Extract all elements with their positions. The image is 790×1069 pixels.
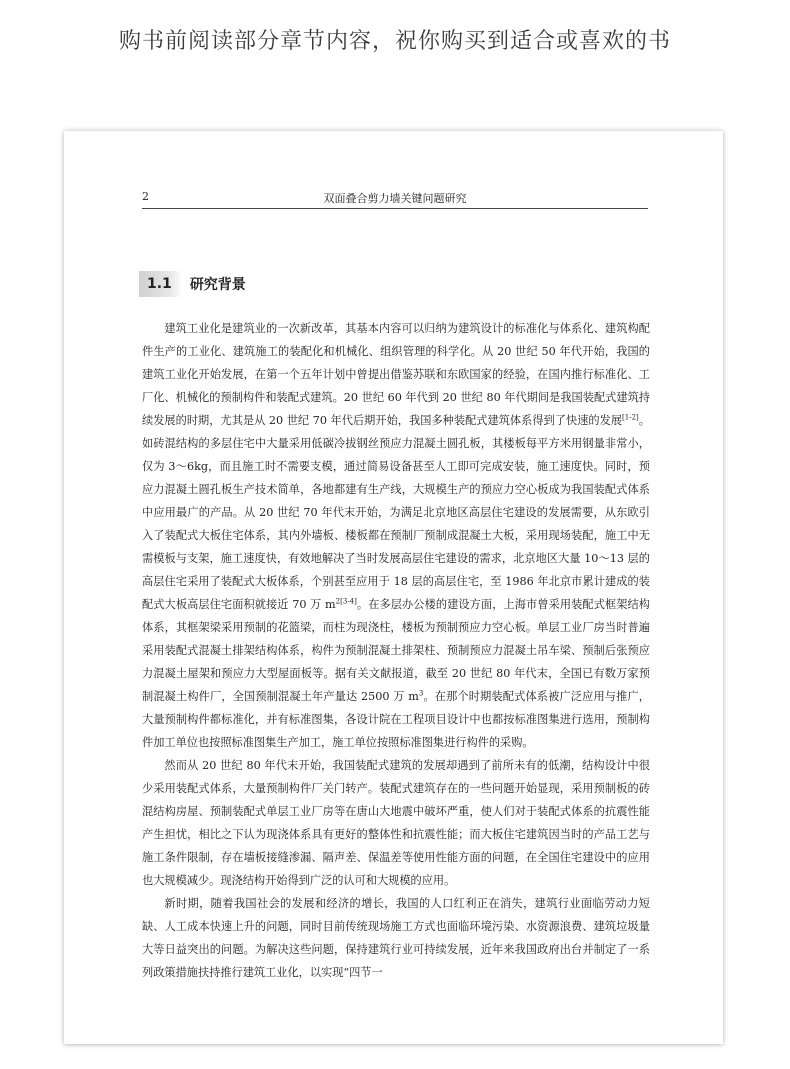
paragraph-1-text-c: 。在多层办公楼的建设方面，上海市曾采用装配式框架结构体系，其框架梁采用预制的花篮梁，而柱为现浇柱，楼板为预制预应力空心板。单层工业厂房当时普遍采用装配式混凝土排架结构体系，构件为预制混凝土排架柱、预制预应力混凝土吊车梁、预制后张预应力混凝土屋架和预应力大型屋面板等。据有关文献报道，截至 20 世纪 80 年代末，全国已有数万家预制混凝土构件厂，全国预制混凝土年产量达 2500 万 m — [142, 598, 650, 703]
paragraph-1 — [142, 317, 650, 754]
section-title: 研究背景 — [189, 277, 246, 293]
unit-exponent-3: 3 — [418, 689, 424, 698]
paragraph-2: 然而从 20 世纪 80 年代末开始，我国装配式建筑的发展却遇到了前所未有的低潮，结构设计中很少采用装配式体系，大量预制构件厂关门转产。装配式建筑存在的一些问题开始显现，采用预制板的砖混结构房屋、预制装配式单层工业厂房等在唐山大地震中破坏严重，使人们对于装配式体系的抗震性能产生担忧，相比之下认为现浇体系具有更好的整体性和抗震性能；而大板住宅建筑因当时的产品工艺与施工条件限制，存在墙板接缝渗漏、隔声差、保温差等使用性能方面的问题，在全国住宅建设中的应用也大规模减少。现浇结构开始得到广泛的认可和大规模的应用。 — [142, 759, 650, 887]
paragraph-1-text-b: 。如砖混结构的多层住宅中大量采用低碳冷拔钢丝预应力混凝土圆孔板，其楼板每平方米用钢量非常小，仅为 3～6kg，而且施工时不需要支模，通过简易设备甚至人工即可完成安装，施工速度快。同时，预应力混凝土圆孔板生产技术简单，各地都建有生产线，大规模生产的预应力空心板成为我国装配式体系中应用最广的产品。从 20 世纪 70 年代末开始，为满足北京地区高层住宅建设的发展需要，从东欧引入了装配式大板住宅体系，其内外墙板、楼板都在预制厂预制成混凝土大板，采用现场装配，施工中无需模板与支架，施工速度快，有效地解决了当时发展高层住宅建设的需求，北京地区大量 10～13 层的高层住宅采用了装配式大板体系，个别甚至应用于 18 层的高层住宅，至 1986 年北京市累计建成的装配式大板高层住宅面积就接近 70 万 m — [142, 414, 650, 611]
promo-banner: 购书前阅读部分章节内容，祝你购买到适合或喜欢的书 — [118, 29, 671, 54]
section-number: 1.1 — [139, 271, 182, 297]
paragraph-1-text-a: 建筑工业化是建筑业的一次新改革，其基本内容可以归纳为建筑设计的标准化与体系化、建筑构配件生产的工业化、建筑施工的装配化和机械化、组织管理的科学化。从 20 世纪 50 年代开始，我国的建筑工业化开始发展，在第一个五年计划中曾提出借鉴苏联和东欧国家的经验，在国内推行标准化、工厂化、机械化的预制构件和装配式建筑。20 世纪 60 年代到 20 世纪 80 年代期间是我国装配式建筑持续发展的时期，尤其是从 20 世纪 70 年代后期开始，我国多种装配式建筑体系得到了快速的发展 — [142, 322, 650, 427]
paragraph-1-text-d: 。在那个时期装配式体系被广泛应用与推广，大量预制构件都标准化，并有标准图集，各设计院在工程项目设计中也都按标准图集进行选用，预制构件加工单位也按照标准图集生产加工，施工单位按照标准图集进行构件的采购。 — [142, 690, 650, 749]
book-title: 双面叠合剪力墙关键问题研究 — [323, 192, 467, 205]
body-text — [142, 317, 650, 984]
section-heading — [139, 270, 246, 298]
unit-exponent-2: 2 — [335, 597, 341, 606]
citation-1-2: [1-2] — [622, 413, 639, 422]
citation-3-4: [3-4] — [340, 597, 357, 606]
page-number: 2 — [142, 190, 149, 203]
paragraph-3: 新时期，随着我国社会的发展和经济的增长，我国的人口红利正在消失，建筑行业面临劳动力短缺、人工成本快速上升的问题，同时目前传统现场施工方式也面临环境污染、水资源浪费、建筑垃圾量大等日益突出的问题。为解决这些问题，保持建筑行业可持续发展，近年来我国政府出台并制定了一系列政策措施扶持推行建筑工业化，以实现“四节一 — [142, 897, 650, 979]
running-header — [142, 188, 648, 209]
book-page — [64, 131, 723, 1044]
